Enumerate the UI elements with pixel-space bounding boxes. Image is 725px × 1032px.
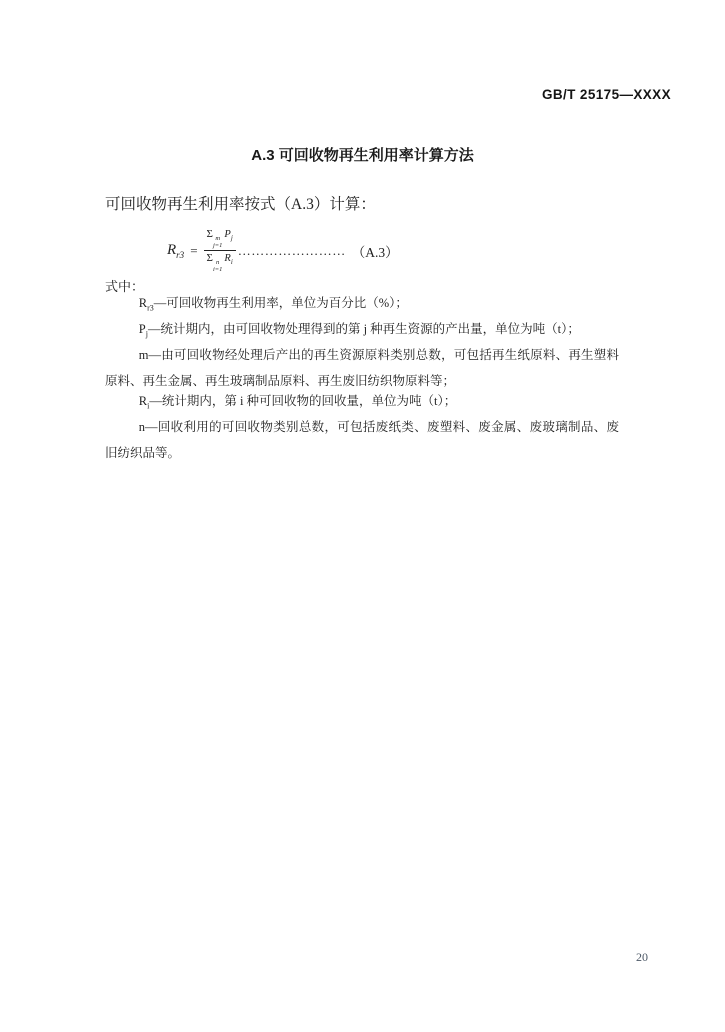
definition-item xyxy=(105,417,619,463)
definition-item xyxy=(105,391,619,417)
dots-leader: …………………… xyxy=(237,242,346,258)
formula-lhs-subscript: r3 xyxy=(176,249,185,260)
sigma-limits xyxy=(213,235,222,249)
definition-symbol: $R_i$ xyxy=(138,394,150,411)
sigma-symbol: Σ xyxy=(206,228,213,240)
definition-text: —回收利用的可回收物类别总数，可包括废纸类、废塑料、废金属、废玻璃制品、废旧纺织品等。 xyxy=(105,420,619,460)
formula-lhs xyxy=(167,242,184,260)
numerator-term-subscript: j xyxy=(230,234,233,243)
section-title: A.3 可回收物再生利用率计算方法 xyxy=(251,147,474,164)
definition-item xyxy=(105,345,619,391)
formula-numerator xyxy=(204,228,236,251)
formula-a3 xyxy=(167,228,399,274)
definition-symbol: m xyxy=(138,347,149,362)
standard-number: GB/T 25175—XXXX xyxy=(541,87,671,102)
sigma-upper-limit: m xyxy=(215,235,221,242)
sigma-symbol: Σ xyxy=(206,252,213,265)
definition-list xyxy=(105,293,619,463)
sigma-upper-limit: n xyxy=(216,259,220,267)
definition-symbol: $P_j$ xyxy=(138,321,148,339)
formula-label: （A.3） xyxy=(351,244,399,260)
sigma-lower-limit: i=1 xyxy=(212,266,223,274)
definition-item xyxy=(105,319,619,345)
page-number: 20 xyxy=(636,950,648,964)
formula-denominator xyxy=(204,251,236,273)
definition-symbol: $R_{r3}$ xyxy=(138,296,154,313)
definition-text: —统计期内，第 i 种可回收物的回收量，单位为吨（t）； xyxy=(149,394,457,409)
numerator-term: P xyxy=(224,229,231,240)
formula-lhs-base: R xyxy=(167,241,177,258)
formula-fraction xyxy=(204,228,236,274)
definition-text: —可回收物再生利用率，单位为百分比（%）； xyxy=(153,296,408,310)
where-label: 式中： xyxy=(105,279,145,294)
equals-sign: = xyxy=(190,242,198,258)
denominator-term-subscript: i xyxy=(230,258,233,267)
denominator-term: R xyxy=(224,253,231,265)
definition-text: —由可回收物经处理后产出的再生资源原料类别总数，可包括再生纸原料、再生塑料原料、再生金属、再生玻璃制品原料、再生废旧纺织物原料等； xyxy=(105,347,619,388)
definition-text: —统计期内，由可回收物处理得到的第 j 种再生资源的产出量，单位为吨（t）； xyxy=(147,321,580,336)
definition-symbol: n xyxy=(138,420,145,435)
sigma-lower-limit: j=1 xyxy=(212,242,223,250)
intro-paragraph: 可回收物再生利用率按式（A.3）计算： xyxy=(105,196,376,213)
sigma-limits xyxy=(213,259,222,273)
definition-item xyxy=(105,293,619,319)
